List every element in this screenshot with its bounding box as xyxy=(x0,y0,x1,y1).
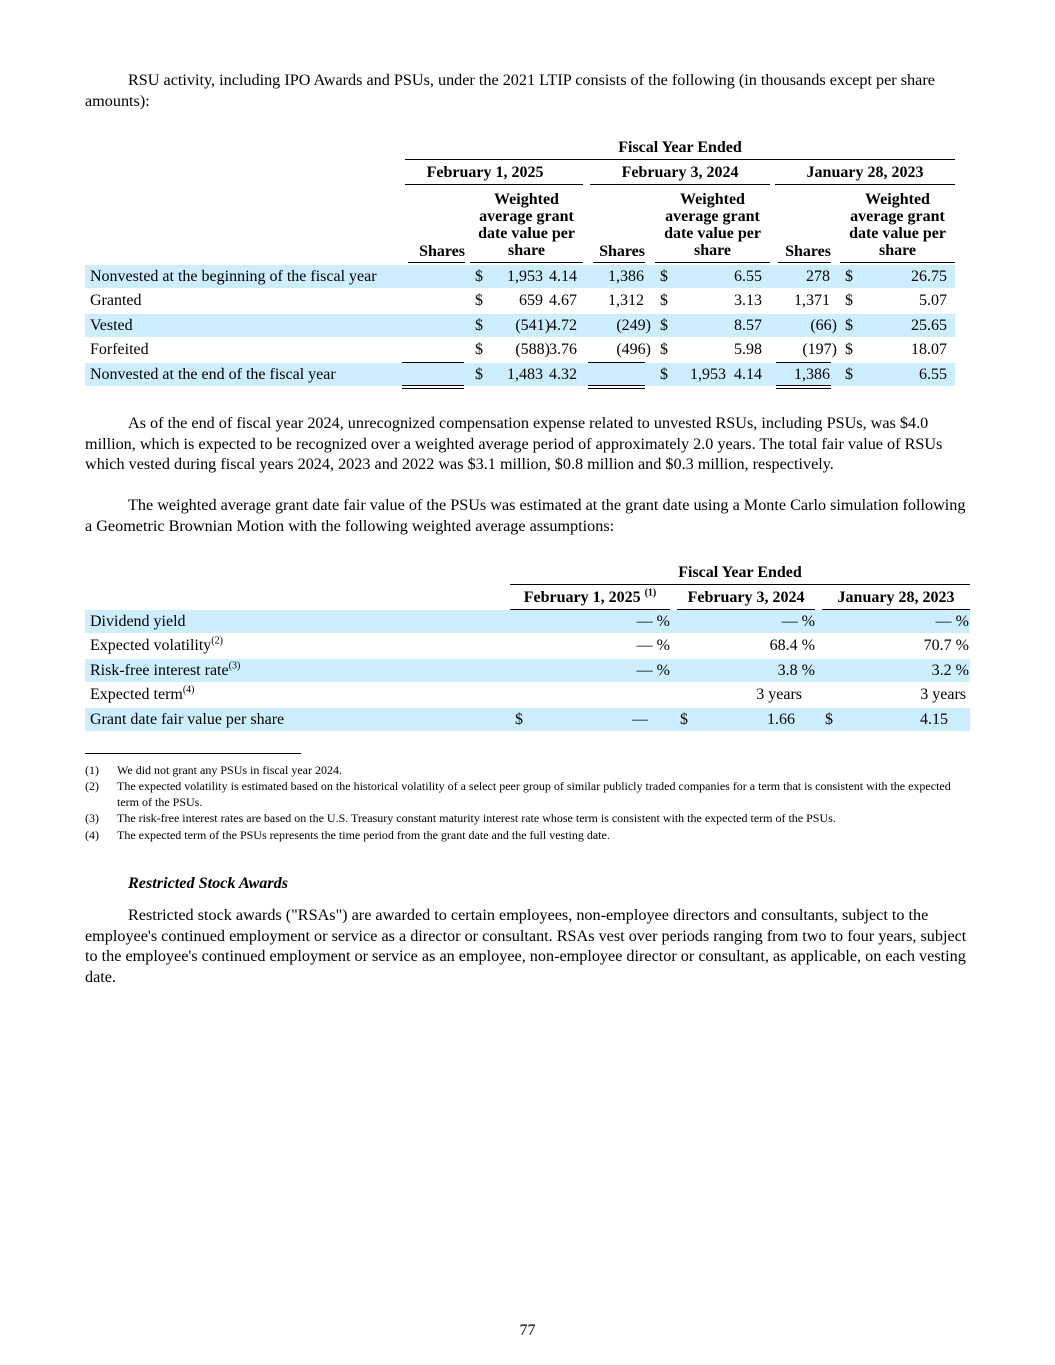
row-label: Forfeited xyxy=(90,341,149,358)
table1-period-3: January 28, 2023 xyxy=(806,164,924,181)
row-label: Risk-free interest rate$^{(3)}$ xyxy=(90,660,241,679)
footnote-divider xyxy=(85,753,301,754)
row-label: Grant date fair value per share xyxy=(90,711,285,728)
monte-carlo-paragraph: The weighted average grant date fair value of the PSUs was estimated at the grant date using a Monte Carlo simulation following a Geometric Brownian Motion with the following weighted average assumptions: xyxy=(85,496,966,535)
table2-period-2: February 3, 2024 xyxy=(687,589,805,606)
row-label: Nonvested at the beginning of the fiscal year xyxy=(90,268,377,285)
unrecognized-expense-paragraph: As of the end of fiscal year 2024, unrecognized compensation expense related to unvested RSUs, including PSUs, was $4.0 million, which is expected to be recognized over a weighted average period of approximately 2.0 years. The total fair value of RSUs which vested during fiscal years 2024, 2023 and 2022 was $3.1 million, $0.8 million and $0.3 million, respectively. xyxy=(85,414,943,474)
section-heading: Restricted Stock Awards xyxy=(128,874,289,892)
table-row: Nonvested at the beginning of the fiscal year 1,953 $ 4.14 1,386 $ 6.55 278 $ 26.75 xyxy=(85,265,955,288)
table1-group-header: Fiscal Year Ended xyxy=(618,139,742,156)
page-number: 77 xyxy=(519,1322,536,1339)
row-label: Dividend yield xyxy=(90,613,186,630)
row-label: Nonvested at the end of the fiscal year xyxy=(90,366,336,383)
table1-shares-header-1: Shares xyxy=(419,243,465,260)
row-label: Granted xyxy=(90,292,142,309)
row-label: Expected volatility$^{(2)}$ xyxy=(90,635,223,654)
table-row: Dividend yield — % — % — % xyxy=(85,610,970,633)
table-row: Risk-free interest rate$^{(3)}$ — % 3.8 % 3.2 % xyxy=(85,659,970,682)
table1-wavg-header-3: Weighted average grant date value per share xyxy=(849,191,946,259)
row-label: Expected term$^{(4)}$ xyxy=(90,684,195,703)
table1-shares-header-3: Shares xyxy=(785,243,831,260)
intro-paragraph: RSU activity, including IPO Awards and PSUs, under the 2021 LTIP consists of the following (in thousands except per share amounts): xyxy=(85,71,935,110)
table1-period-1: February 1, 2025 xyxy=(426,164,544,181)
table-row: Vested (541) $ 4.72 (249) $ 8.57 (66) $ 25.65 xyxy=(85,314,955,337)
table-row: Expected term$^{(4)}$ 3 years 3 years xyxy=(85,683,970,706)
table2-group-header: Fiscal Year Ended xyxy=(678,564,802,581)
table1-shares-header-2: Shares xyxy=(599,243,645,260)
table-row: Granted 659 $ 4.67 1,312 $ 3.13 1,371 $ 5.07 xyxy=(85,289,955,312)
row-label: Vested xyxy=(90,317,133,334)
table1-wavg-header-1: Weighted average grant date value per share xyxy=(478,191,575,259)
rsa-paragraph: Restricted stock awards ("RSAs") are awarded to certain employees, non-employee directors and consultants, subject to the employee's continued employment or service as a director or consultant. RSAs vest over periods ranging from two to four years, subject to the employee's continued employment or service as an employee, non-employee director or consultant, as applicable, on each vesting date. xyxy=(85,906,967,986)
table-row: Grant date fair value per share $ — $ 1.66 $ 4.15 xyxy=(85,708,970,731)
table-row: Expected volatility$^{(2)}$ — % 68.4 % 70.7 % xyxy=(85,634,970,657)
table-row: Forfeited (588) $ 3.76 (496) $ 5.98 (197) $ 18.07 xyxy=(85,338,955,361)
table-row: Nonvested at the end of the fiscal year 1,483 $ 4.32 1,953 $ 4.14 1,386 $ 6.55 xyxy=(85,363,955,386)
table1-period-2: February 3, 2024 xyxy=(621,164,739,181)
table1-wavg-header-2: Weighted average grant date value per share xyxy=(664,191,761,259)
table2-period-1: February 1, 2025 $^{(1)}$ xyxy=(523,587,657,606)
table2-period-3: January 28, 2023 xyxy=(837,589,955,606)
